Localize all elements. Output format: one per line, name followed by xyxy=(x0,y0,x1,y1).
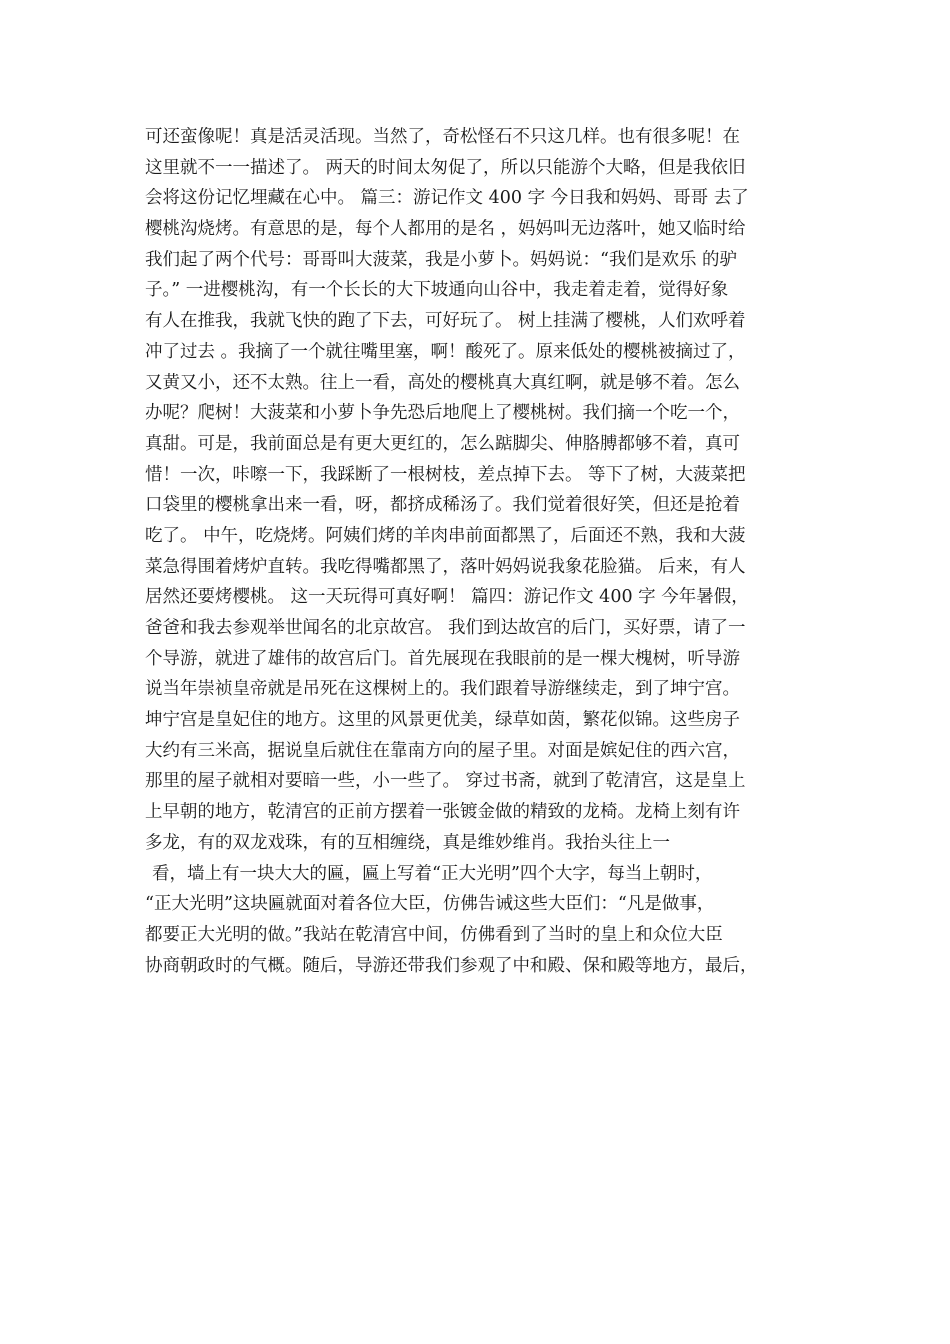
body-text xyxy=(145,122,815,981)
text-line: 又黄又小，还不太熟。往上一看，高处的樱桃真大真红啊，就是够不着。怎么 xyxy=(145,372,740,393)
text-line: 坤宁宫是皇妃住的地方。这里的风景更优美，绿草如茵，繁花似锦。这些房子 xyxy=(145,710,740,731)
text-line: 都要正大光明的做。”我站在乾清宫中间，仿佛看到了当时的皇上和众位大臣 xyxy=(145,924,723,945)
text-line: 真甜。可是，我前面总是有更大更红的，怎么踮脚尖、伸胳膊都够不着，真可 xyxy=(145,433,740,454)
text-line: 口袋里的樱桃拿出来一看，呀，都挤成稀汤了。我们觉着很好笑，但还是抢着 xyxy=(145,495,740,516)
text-line: 上早朝的地方，乾清宫的正前方摆着一张镀金做的精致的龙椅。龙椅上刻有许 xyxy=(145,802,740,823)
text-line: 樱桃沟烧烤。有意思的是，每个人都用的是名 ，妈妈叫无边落叶，她又临时给 xyxy=(145,219,746,240)
text-line: 个导游，就进了雄伟的故宫后门。首先展现在我眼前的是一棵大槐树，听导游 xyxy=(145,648,740,669)
text-line: 大约有三米高，据说皇后就住在靠南方向的屋子里。对面是嫔妃住的西六宫， xyxy=(145,740,740,761)
text-line: 吃了。 中午，吃烧烤。阿姨们烤的羊肉串前面都黑了，后面还不熟，我和大菠 xyxy=(145,525,746,546)
text-line: 可还蛮像呢！真是活灵活现。当然了，奇松怪石不只这几样。也有很多呢！在 xyxy=(145,127,740,147)
text-line: 办呢？爬树！大菠菜和小萝卜争先恐后地爬上了樱桃树。我们摘一个吃一个， xyxy=(145,403,740,424)
text-line: 惜！一次，咔嚓一下，我踩断了一根树枝，差点掉下去。 等下了树，大菠菜把 xyxy=(145,464,746,485)
text-line: “正大光明”这块匾就面对着各位大臣，仿佛告诫这些大臣们：“凡是做事， xyxy=(145,894,715,915)
text-line: 爸爸和我去参观举世闻名的北京故宫。 我们到达故宫的后门，买好票，请了一 xyxy=(145,618,746,638)
text-line: 有人在推我，我就飞快的跑了下去，可好玩了。 树上挂满了樱桃，人们欢呼着 xyxy=(145,311,746,332)
text-line: 说当年崇祯皇帝就是吊死在这棵树上的。我们跟着导游继续走，到了坤宁宫。 xyxy=(145,679,740,700)
text-line: 协商朝政时的气概。随后，导游还带我们参观了中和殿、保和殿等地方，最后， xyxy=(145,955,758,976)
text-line: 这里就不一一描述了。 两天的时间太匆促了，所以只能游个大略，但是我依旧 xyxy=(145,157,746,178)
text-line: 菜急得围着烤炉直转。我吃得嘴都黑了，落叶妈妈说我象花脸猫。 后来，有人 xyxy=(145,556,746,577)
text-line: 多龙，有的双龙戏珠，有的互相缠绕，真是维妙维肖。我抬头往上一 xyxy=(145,832,670,853)
text-line: 那里的屋子就相对要暗一些，小一些了。 穿过书斋，就到了乾清宫，这是皇上 xyxy=(145,771,746,792)
text-line: 我们起了两个代号：哥哥叫大菠菜，我是小萝卜。妈妈说：“我们是欢乐 的驴 xyxy=(145,249,738,270)
text-line: 冲了过去 。我摘了一个就往嘴里塞，啊！酸死了。原来低处的樱桃被摘过了， xyxy=(145,341,746,362)
text-line: 看，墙上有一块大大的匾，匾上写着“正大光明”四个大字，每当上朝时， xyxy=(152,863,713,884)
text-line: 会将这份记忆埋藏在心中。 篇三：游记作文 400 字 今日我和妈妈、哥哥 去了 xyxy=(145,188,749,209)
text-line: 子。” 一进樱桃沟，有一个长长的大下坡通向山谷中，我走着走着，觉得好象 xyxy=(145,280,729,301)
text-line: 居然还要烤樱桃。 这一天玩得可真好啊！ 篇四：游记作文 400 字 今年暑假， xyxy=(145,587,749,608)
